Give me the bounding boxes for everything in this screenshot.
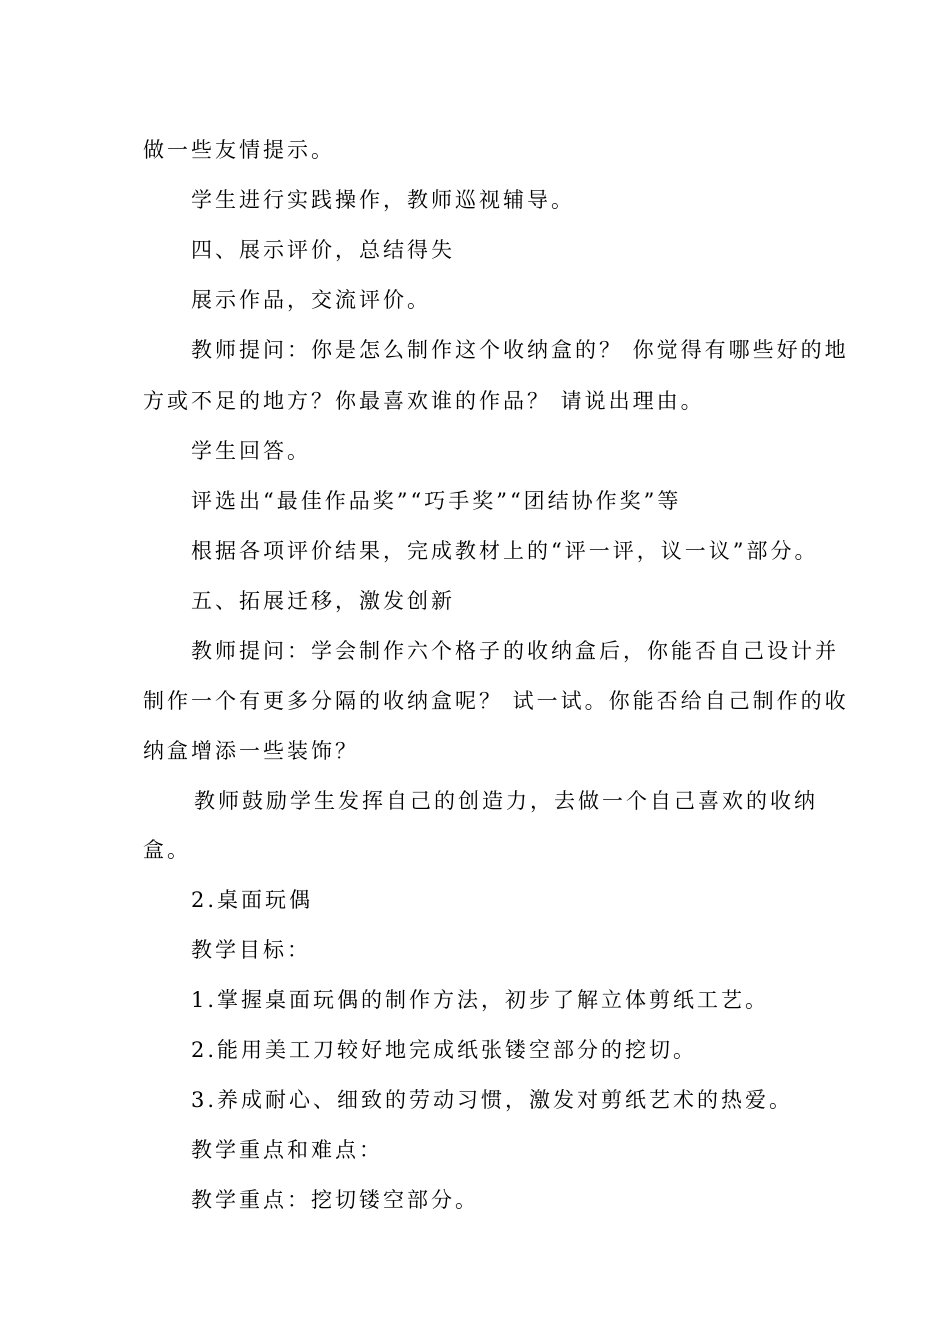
text-line-practice: 学生进行实践操作，教师巡视辅导。 [191, 188, 575, 212]
text-line-continuation: 做一些友情提示。 [143, 138, 335, 162]
key-point-text: 教学重点：挖切镂空部分。 [191, 1188, 479, 1212]
section-heading-five: 五、拓展迁移，激发创新 [191, 589, 455, 613]
text-line-show-works: 展示作品，交流评价。 [191, 288, 431, 312]
text-line-evaluation-results: 根据各项评价结果，完成教材上的“评一评，议一议”部分。 [191, 539, 819, 563]
section-heading-four: 四、展示评价，总结得失 [191, 238, 455, 262]
text-line-teacher-question-1-cont: 方或不足的地方？你最喜欢谁的作品？ 请说出理由。 [143, 389, 705, 413]
text-line-teacher-question-1: 教师提问：你是怎么制作这个收纳盒的？ 你觉得有哪些好的地 [191, 338, 849, 362]
objective-item-1: 1.掌握桌面玩偶的制作方法，初步了解立体剪纸工艺。 [191, 988, 770, 1012]
text-line-encourage-end: 盒。 [143, 838, 191, 862]
key-points-heading: 教学重点和难点： [191, 1138, 383, 1162]
text-line-teacher-question-2: 教师提问：学会制作六个格子的收纳盒后，你能否自己设计并 [191, 639, 839, 663]
lesson-title: 2.桌面玩偶 [191, 888, 314, 912]
objective-item-2: 2.能用美工刀较好地完成纸张镂空部分的挖切。 [191, 1038, 698, 1062]
objective-item-3: 3.养成耐心、细致的劳动习惯，激发对剪纸艺术的热爱。 [191, 1088, 794, 1112]
text-line-teacher-question-2-end: 纳盒增添一些装饰？ [143, 739, 359, 763]
text-line-student-answer: 学生回答。 [191, 439, 311, 463]
objectives-heading: 教学目标： [191, 938, 311, 962]
text-line-encourage: 教师鼓励学生发挥自己的创造力，去做一个自己喜欢的收纳 [194, 789, 818, 813]
text-line-teacher-question-2-cont: 制作一个有更多分隔的收纳盒呢？ 试一试。你能否给自己制作的收 [143, 689, 849, 713]
text-line-awards: 评选出“最佳作品奖”“巧手奖”“团结协作奖”等 [191, 489, 682, 513]
